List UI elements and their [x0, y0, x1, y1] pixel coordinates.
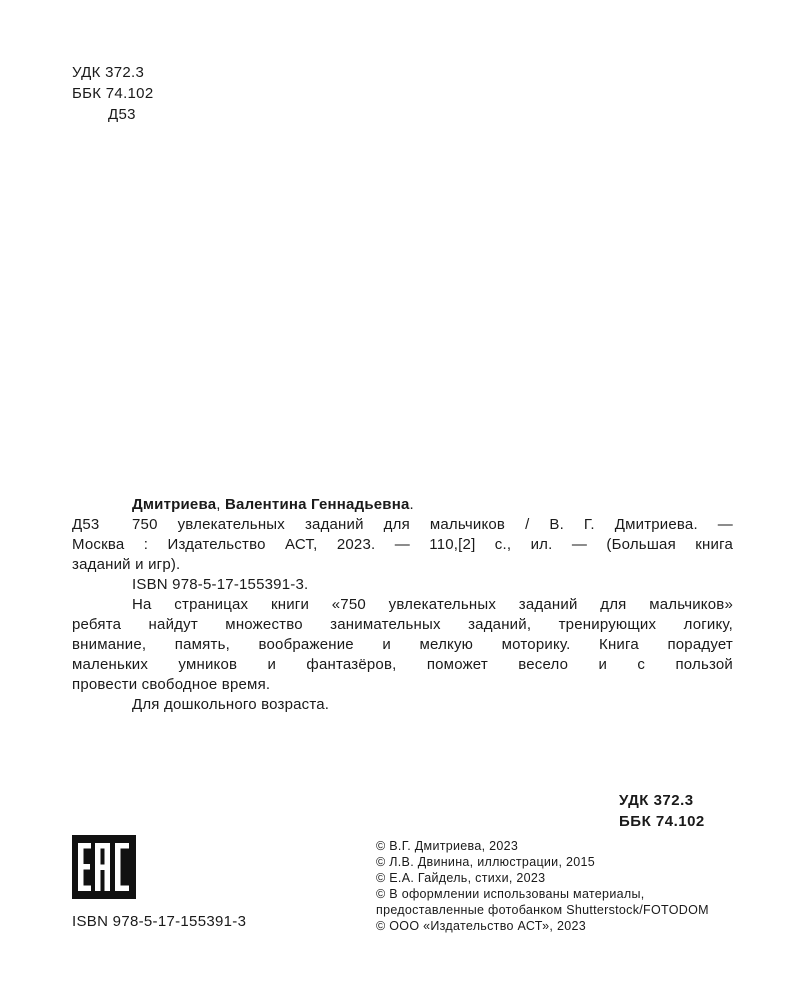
title-line-3: заданий и игр).: [72, 556, 181, 573]
copyright-line: © Е.А. Гайдель, стихи, 2023: [376, 871, 546, 885]
copyright-line: © В оформлении использованы материалы,: [376, 887, 645, 901]
author-line: [72, 495, 733, 515]
top-classification-codes: [72, 62, 153, 125]
title-line-1: 750 увлекательных заданий для мальчиков / В. Г. Дмитриева. —: [132, 516, 733, 533]
bottom-classification-codes: [619, 790, 733, 832]
author-end-period: .: [409, 496, 414, 513]
bibliographic-record: [72, 495, 733, 715]
annotation-line-5: провести свободное время.: [72, 676, 271, 693]
isbn-bottom: ISBN 978-5-17-155391-3: [72, 913, 247, 930]
top-bbk-code: ББК 74.102: [72, 85, 154, 102]
top-udk-code: УДК 372.3: [72, 64, 145, 81]
copyright-line: предоставленные фотобанком Shutterstock/FOTODOM: [376, 903, 709, 917]
annotation-line-4: маленьких умников и фантазёров, поможет весело и с пользой: [72, 656, 733, 673]
bottom-udk-code: УДК 372.3: [619, 792, 694, 809]
copyright-line: © Л.В. Двинина, иллюстрации, 2015: [376, 855, 596, 869]
top-author-mark: Д53: [108, 106, 136, 123]
annotation-line-1: На страницах книги «750 увлекательных заданий для мальчиков»: [132, 596, 733, 613]
copyright-line: © ООО «Издательство АСТ», 2023: [376, 919, 586, 933]
annotation-line-2: ребята найдут множество занимательных заданий, тренирующих логику,: [72, 616, 733, 633]
annotation-line-3: внимание, память, воображение и мелкую моторику. Книга порадует: [72, 636, 733, 653]
audience-note: Для дошкольного возраста.: [132, 696, 330, 713]
eac-logo-icon: [72, 835, 136, 899]
copyright-line: © В.Г. Дмитриева, 2023: [376, 839, 519, 853]
author-surname: Дмитриева: [132, 496, 217, 513]
record-isbn: ISBN 978-5-17-155391-3.: [132, 576, 309, 593]
eac-conformity-logo: [72, 835, 136, 899]
title-line-2: Москва : Издательство АСТ, 2023. — 110,[2] с., ил. — (Большая книга: [72, 536, 733, 553]
author-separator: ,: [216, 496, 221, 513]
record-author-mark: Д53: [72, 516, 100, 533]
copyright-notices: [376, 838, 709, 934]
author-given-names: Валентина Геннадьевна: [225, 496, 410, 513]
bottom-bbk-code: ББК 74.102: [619, 813, 705, 830]
title-line-1-row: [72, 515, 733, 535]
